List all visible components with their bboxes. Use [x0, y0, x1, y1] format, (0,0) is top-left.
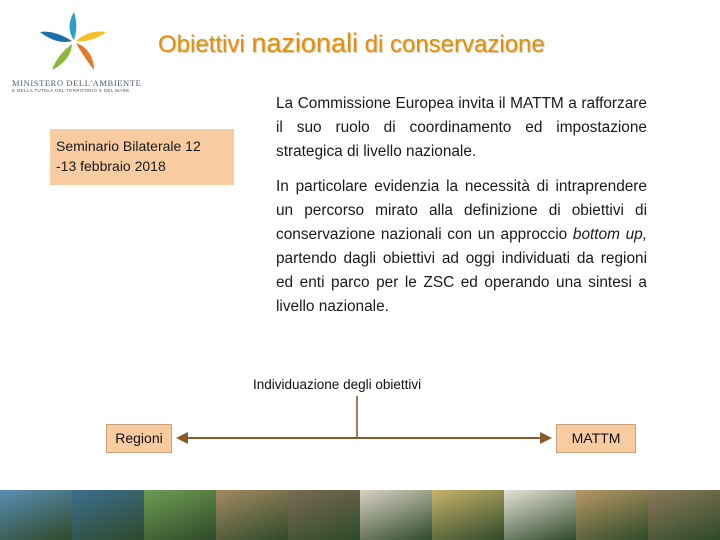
arrow-left-head	[176, 432, 188, 444]
photo-5	[288, 490, 360, 540]
title-part-2: nazionali	[251, 28, 358, 58]
star-logo-icon	[38, 10, 110, 72]
regioni-box: Regioni	[106, 424, 172, 453]
photo-7	[432, 490, 504, 540]
photo-2	[72, 490, 144, 540]
diagram-label: Individuazione degli obiettivi	[253, 377, 422, 392]
photo-6	[360, 490, 432, 540]
logo-text-ministry: MINISTERO DELL'AMBIENTE	[12, 78, 142, 88]
title-part-3: di conservazione	[364, 31, 545, 58]
photo-1	[0, 490, 72, 540]
seminar-line-2: -13 febbraio 2018	[56, 158, 166, 174]
paragraph-commission: La Commissione Europea invita il MATTM a rafforzare il suo ruolo di coordinamento ed impostazione strategica di livello nazionale.	[276, 95, 647, 160]
ministry-logo	[8, 8, 158, 93]
seminar-line-1: Seminario Bilaterale 12	[56, 138, 201, 154]
photo-8	[504, 490, 576, 540]
page-title	[158, 28, 658, 59]
photo-strip	[0, 490, 720, 540]
photo-10	[648, 490, 720, 540]
arrow-right-head	[540, 432, 552, 444]
logo-text-subtitle: E DELLA TUTELA DEL TERRITORIO E DEL MARE	[12, 88, 130, 93]
photo-9	[576, 490, 648, 540]
paragraph-details	[276, 175, 647, 319]
title-part-1: Obiettivi	[158, 31, 245, 58]
paragraph-details-text-2: partendo dagli obiettivi ad oggi individuati da regioni ed enti parco per le ZSC ed operando una sintesi a livello nazionale.	[276, 250, 647, 315]
paragraph-details-italic: bottom up,	[572, 226, 647, 243]
photo-4	[216, 490, 288, 540]
seminar-info-box	[50, 129, 234, 185]
mattm-box: MATTM	[556, 424, 636, 453]
paragraph-details-text-1: In particolare evidenzia la necessità di intraprendere un percorso mirato alla definizione di obiettivi di conservazione nazionali con un approccio	[276, 178, 647, 243]
photo-3	[144, 490, 216, 540]
